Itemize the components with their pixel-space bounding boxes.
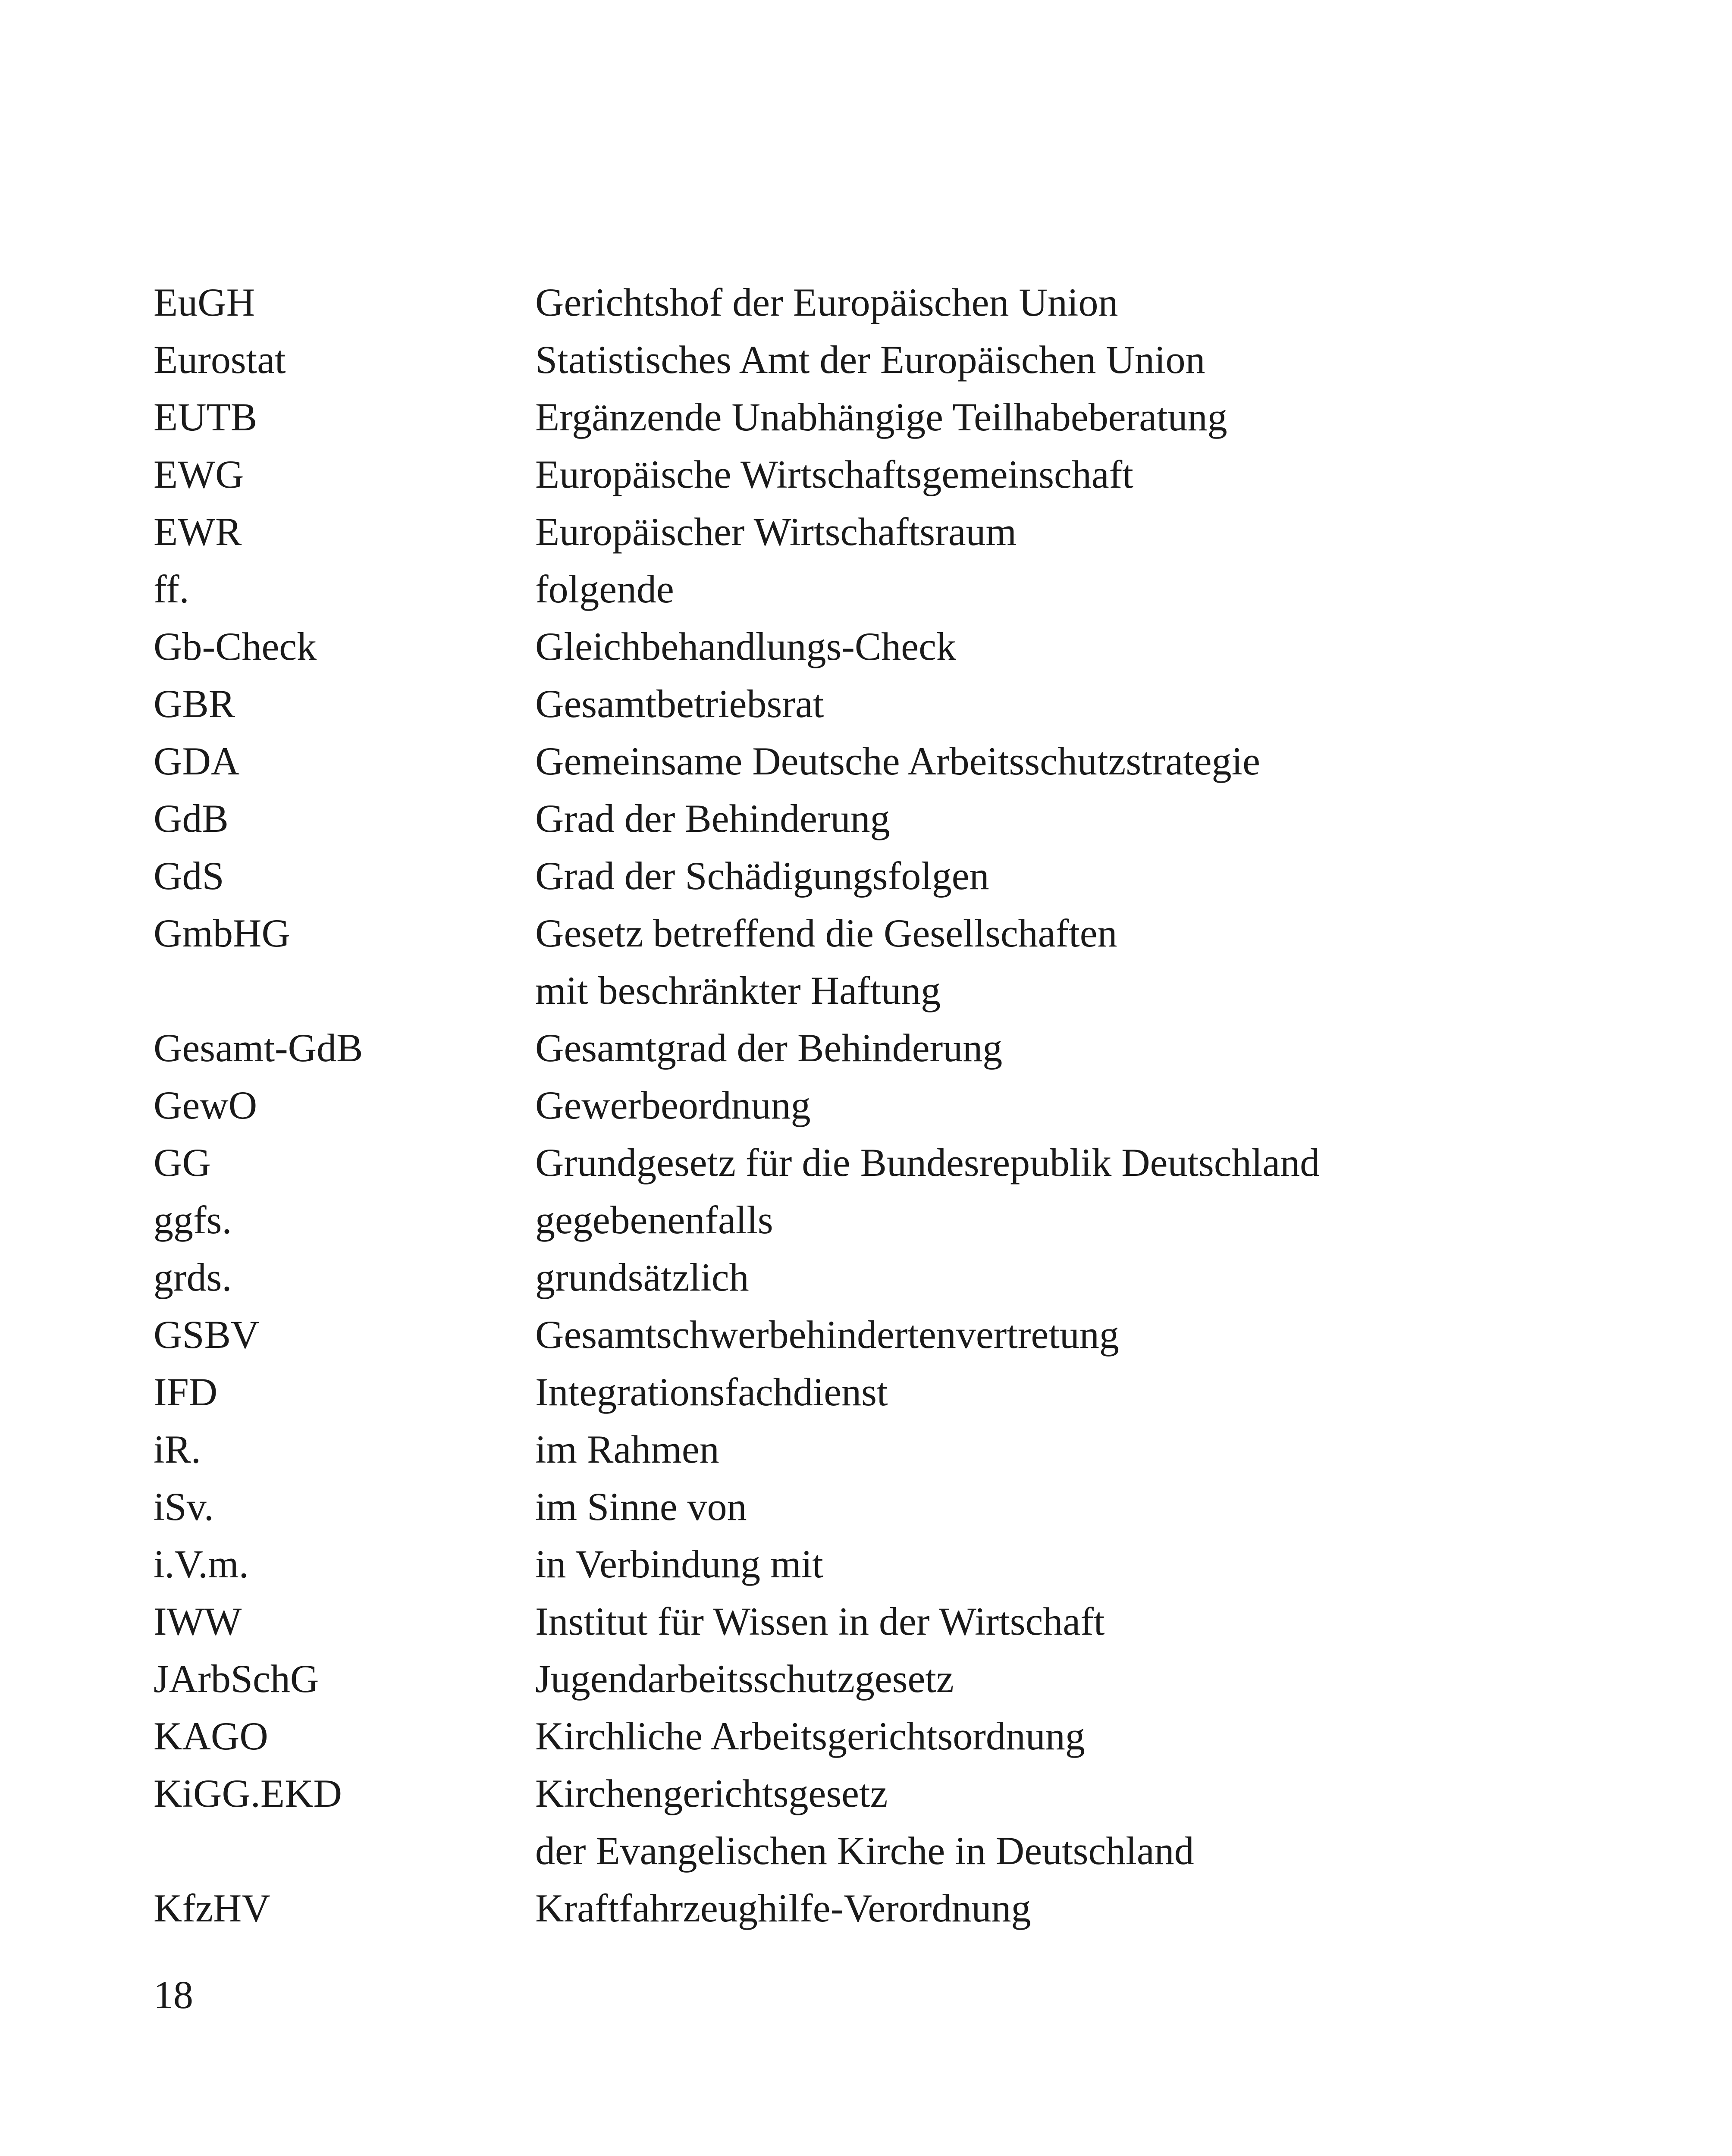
abbreviation-meaning [535, 1708, 1577, 1765]
meaning-line: im Rahmen [535, 1427, 719, 1471]
abbreviation-meaning [535, 1478, 1577, 1536]
abbreviation-row [154, 1019, 1577, 1077]
meaning-line: Ergänzende Unabhängige Teilhabeberatung [535, 395, 1227, 439]
meaning-line: Gleichbehandlungs-Check [535, 624, 956, 668]
meaning-line: Kirchengerichtsgesetz [535, 1771, 888, 1815]
abbreviation-meaning [535, 561, 1577, 618]
abbreviation-meaning [535, 1077, 1577, 1134]
abbreviation-meaning [535, 847, 1577, 905]
abbreviation-row [154, 1363, 1577, 1421]
abbreviation-row [154, 331, 1577, 389]
meaning-line: der Evangelischen Kirche in Deutschland [535, 1829, 1194, 1873]
meaning-line: Jugendarbeitsschutzgesetz [535, 1657, 954, 1701]
page-number: 18 [154, 1973, 193, 2017]
abbreviation-term: GBR [154, 682, 235, 726]
meaning-line: Kraftfahrzeughilfe-Verordnung [535, 1886, 1031, 1930]
abbreviation-term: grds. [154, 1255, 232, 1299]
meaning-line: Gemeinsame Deutsche Arbeitsschutzstrategie [535, 739, 1260, 783]
abbreviation-meaning [535, 1019, 1577, 1077]
abbreviation-row [154, 1708, 1577, 1765]
meaning-line: Grundgesetz für die Bundesrepublik Deutschland [535, 1141, 1320, 1185]
abbreviation-term: GmbHG [154, 911, 290, 955]
abbreviation-term: EWG [154, 452, 244, 496]
abbreviation-meaning [535, 1593, 1577, 1650]
meaning-line: Gesamtbetriebsrat [535, 682, 824, 726]
abbreviation-row [154, 790, 1577, 847]
abbreviation-term: KAGO [154, 1714, 268, 1758]
meaning-line: Gewerbeordnung [535, 1083, 811, 1127]
meaning-line: Gesetz betreffend die Gesellschaften [535, 911, 1117, 955]
meaning-line: Gesamtgrad der Behinderung [535, 1026, 1003, 1070]
abbreviation-term: Eurostat [154, 338, 286, 382]
abbreviation-term: ff. [154, 567, 189, 611]
abbreviation-meaning [535, 790, 1577, 847]
abbreviation-row [154, 389, 1577, 446]
meaning-line: Institut für Wissen in der Wirtschaft [535, 1599, 1105, 1643]
abbreviation-meaning [535, 446, 1577, 503]
abbreviation-term: GDA [154, 739, 240, 783]
abbreviation-term: iSv. [154, 1485, 214, 1529]
meaning-line: Europäische Wirtschaftsgemeinschaft [535, 452, 1133, 496]
abbreviation-row [154, 1650, 1577, 1708]
meaning-line: Kirchliche Arbeitsgerichtsordnung [535, 1714, 1085, 1758]
abbreviation-row [154, 274, 1577, 331]
meaning-line: grundsätzlich [535, 1255, 749, 1299]
abbreviation-term: GdS [154, 854, 224, 898]
abbreviation-term: GewO [154, 1083, 257, 1127]
abbreviation-term: KiGG.EKD [154, 1771, 342, 1815]
meaning-line: Gesamtschwerbehindertenvertretung [535, 1313, 1119, 1357]
abbreviation-term: IWW [154, 1599, 242, 1643]
abbreviation-meaning [535, 1536, 1577, 1593]
abbreviation-row [154, 675, 1577, 733]
abbreviation-meaning [535, 1249, 1577, 1306]
abbreviation-meaning [535, 1765, 1577, 1880]
abbreviation-term: GG [154, 1141, 211, 1185]
abbreviation-row [154, 1077, 1577, 1134]
abbreviation-term: EUTB [154, 395, 257, 439]
abbreviation-term: JArbSchG [154, 1657, 319, 1701]
abbreviation-meaning [535, 1363, 1577, 1421]
meaning-line: in Verbindung mit [535, 1542, 823, 1586]
abbreviation-row [154, 1765, 1577, 1880]
meaning-line: Grad der Schädigungsfolgen [535, 854, 989, 898]
abbreviation-row [154, 618, 1577, 675]
abbreviation-meaning [535, 503, 1577, 561]
abbreviation-meaning [535, 1421, 1577, 1478]
abbreviation-meaning [535, 1880, 1577, 1937]
meaning-line: Gerichtshof der Europäischen Union [535, 280, 1118, 324]
abbreviation-list [154, 274, 1577, 1937]
abbreviation-meaning [535, 905, 1577, 1019]
abbreviation-row [154, 905, 1577, 1019]
abbreviation-row [154, 1249, 1577, 1306]
abbreviation-meaning [535, 1134, 1577, 1191]
abbreviation-row [154, 503, 1577, 561]
abbreviation-term: IFD [154, 1370, 218, 1414]
meaning-line: gegebenenfalls [535, 1198, 773, 1242]
abbreviation-term: GdB [154, 796, 229, 840]
abbreviation-term: Gesamt-GdB [154, 1026, 363, 1070]
abbreviation-row [154, 446, 1577, 503]
meaning-line: im Sinne von [535, 1485, 747, 1529]
abbreviation-term: i.V.m. [154, 1542, 249, 1586]
meaning-line: mit beschränkter Haftung [535, 968, 941, 1012]
abbreviation-row [154, 1134, 1577, 1191]
abbreviation-meaning [535, 274, 1577, 331]
abbreviation-term: EWR [154, 510, 242, 554]
abbreviation-meaning [535, 733, 1577, 790]
abbreviation-meaning [535, 331, 1577, 389]
meaning-line: Integrationsfachdienst [535, 1370, 888, 1414]
abbreviation-row [154, 1593, 1577, 1650]
abbreviation-meaning [535, 389, 1577, 446]
abbreviation-term: GSBV [154, 1313, 260, 1357]
abbreviation-term: Gb-Check [154, 624, 317, 668]
meaning-line: folgende [535, 567, 674, 611]
abbreviation-meaning [535, 675, 1577, 733]
abbreviation-row [154, 1306, 1577, 1363]
meaning-line: Europäischer Wirtschaftsraum [535, 510, 1017, 554]
abbreviation-row [154, 1536, 1577, 1593]
abbreviation-meaning [535, 618, 1577, 675]
abbreviation-meaning [535, 1191, 1577, 1249]
abbreviation-term: EuGH [154, 280, 255, 324]
abbreviation-row [154, 733, 1577, 790]
abbreviation-row [154, 1191, 1577, 1249]
abbreviation-row [154, 847, 1577, 905]
meaning-line: Grad der Behinderung [535, 796, 890, 840]
abbreviation-row [154, 1421, 1577, 1478]
abbreviation-term: ggfs. [154, 1198, 232, 1242]
abbreviation-meaning [535, 1306, 1577, 1363]
abbreviation-row [154, 1880, 1577, 1937]
abbreviation-row [154, 561, 1577, 618]
abbreviation-meaning [535, 1650, 1577, 1708]
abbreviation-row [154, 1478, 1577, 1536]
abbreviation-term: KfzHV [154, 1886, 270, 1930]
abbreviation-term: iR. [154, 1427, 201, 1471]
meaning-line: Statistisches Amt der Europäischen Union [535, 338, 1205, 382]
